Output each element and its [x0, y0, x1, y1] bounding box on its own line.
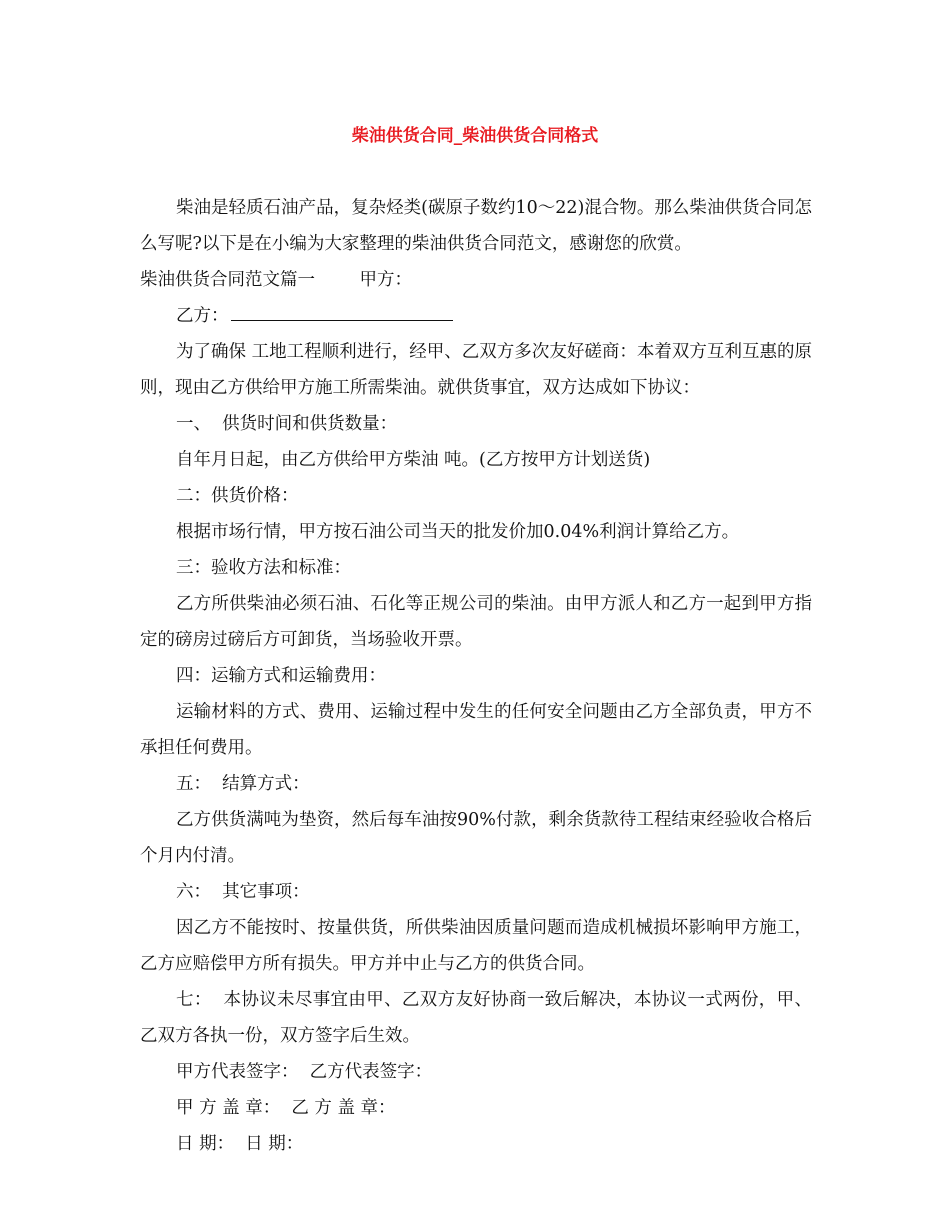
seal-line: 甲 方 盖 章： 乙 方 盖 章：: [176, 1098, 396, 1118]
intro-paragraph: 柴油是轻质石油产品，复杂烃类(碳原子数约10～22)混合物。那么柴油供货合同怎么写呢?以下是在小编为大家整理的柴油供货合同范文，感谢您的欣赏。: [140, 198, 812, 254]
section-5-heading: 五： 结算方式：: [176, 774, 310, 794]
section-2-text: 根据市场行情，甲方按石油公司当天的批发价加0.04%利润计算给乙方。: [176, 522, 740, 542]
section-5-text: 乙方供货满吨为垫资，然后每车油按90%付款，剩余货款待工程结束经验收合格后个月内付清。: [140, 810, 812, 866]
document-title: 柴油供货合同_柴油供货合同格式: [351, 126, 599, 146]
date-line: 日 期： 日 期：: [176, 1134, 304, 1154]
party-b-line: [140, 298, 812, 334]
document-body: [140, 190, 812, 1162]
signature-line: 甲方代表签字： 乙方代表签字：: [176, 1062, 433, 1082]
section-4-text: 运输材料的方式、费用、运输过程中发生的任何安全问题由乙方全部负责，甲方不承担任何费用。: [140, 702, 812, 758]
party-b-label: 乙方：: [176, 306, 229, 326]
preamble-paragraph: 为了确保 工地工程顺利进行，经甲、乙双方多次友好磋商：本着双方互利互惠的原则，现由乙方供给甲方施工所需柴油。就供货事宜，双方达成如下协议：: [140, 342, 812, 398]
contract-heading-party-a: 柴油供货合同范文篇一 甲方：: [140, 270, 413, 290]
section-6-text: 因乙方不能按时、按量供货，所供柴油因质量问题而造成机械损坏影响甲方施工，乙方应赔偿甲方所有损失。甲方并中止与乙方的供货合同。: [140, 918, 812, 974]
section-1-text: 自年月日起，由乙方供给甲方柴油 吨。(乙方按甲方计划送货): [176, 450, 651, 470]
section-4-heading: 四：运输方式和运输费用：: [176, 666, 386, 686]
section-3-text: 乙方所供柴油必须石油、石化等正规公司的柴油。由甲方派人和乙方一起到甲方指定的磅房过磅后方可卸货，当场验收开票。: [140, 594, 812, 650]
section-2-heading: 二：供货价格：: [176, 486, 299, 506]
section-6-heading: 六： 其它事项：: [176, 882, 310, 902]
section-1-heading: 一、 供货时间和供货数量：: [176, 414, 398, 434]
section-7-text: 七： 本协议未尽事宜由甲、乙双方友好协商一致后解决，本协议一式两份，甲、乙双方各执一份，双方签字后生效。: [140, 990, 812, 1046]
section-3-heading: 三：验收方法和标准：: [176, 558, 351, 578]
party-b-blank: [231, 302, 453, 321]
